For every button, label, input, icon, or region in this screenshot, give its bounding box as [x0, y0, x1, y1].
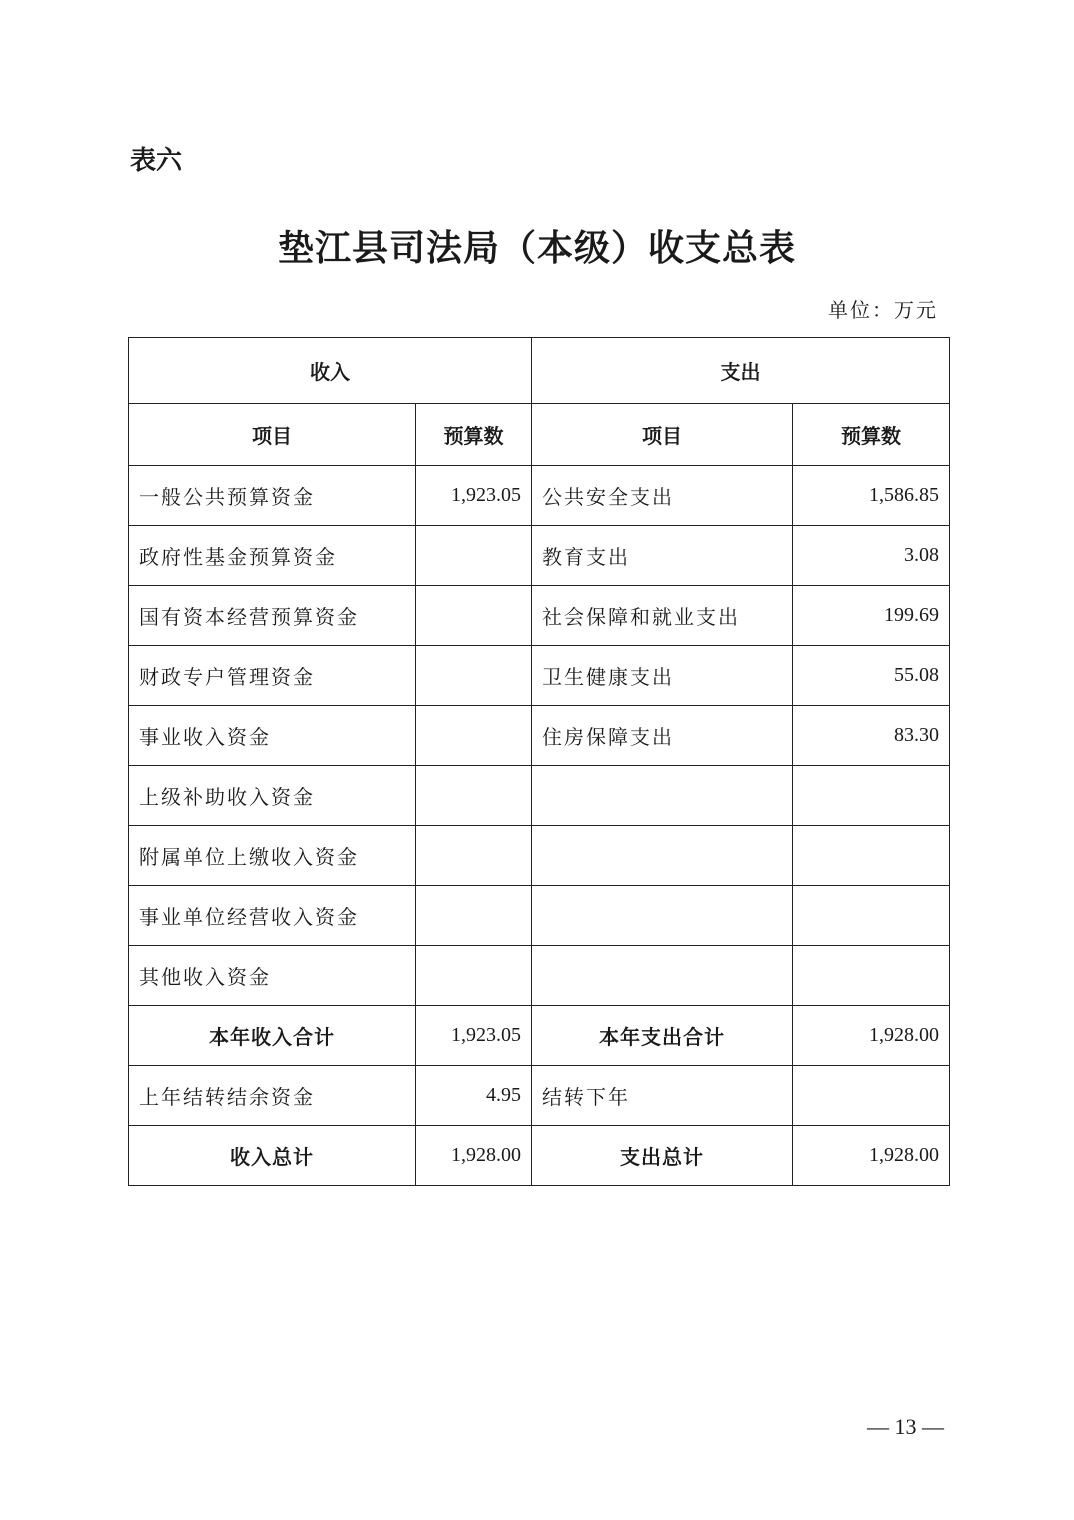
year-income-total-label: 本年收入合计 [129, 1006, 416, 1066]
table-row [129, 766, 950, 826]
income-amount [416, 586, 532, 646]
carry-in-item: 上年结转结余资金 [129, 1066, 416, 1126]
table-row [129, 526, 950, 586]
table-row [129, 586, 950, 646]
table-row [129, 886, 950, 946]
income-item: 政府性基金预算资金 [129, 526, 416, 586]
expense-item [532, 946, 793, 1006]
expense-amount [793, 766, 950, 826]
header-row-sections [129, 338, 950, 404]
expense-item: 社会保障和就业支出 [532, 586, 793, 646]
income-budget-header: 预算数 [416, 404, 532, 466]
expense-amount [793, 946, 950, 1006]
expense-amount: 83.30 [793, 706, 950, 766]
expense-budget-header: 预算数 [793, 404, 950, 466]
income-item: 上级补助收入资金 [129, 766, 416, 826]
year-expense-total-amount: 1,928.00 [793, 1006, 950, 1066]
expense-item: 卫生健康支出 [532, 646, 793, 706]
expense-item [532, 766, 793, 826]
income-header: 收入 [129, 338, 532, 404]
table-label: 表六 [130, 146, 183, 176]
income-item: 一般公共预算资金 [129, 466, 416, 526]
table-row [129, 706, 950, 766]
table-row [129, 646, 950, 706]
year-income-total-amount: 1,923.05 [416, 1006, 532, 1066]
income-amount [416, 706, 532, 766]
expense-item [532, 886, 793, 946]
income-amount [416, 826, 532, 886]
carry-out-item: 结转下年 [532, 1066, 793, 1126]
income-item-header: 项目 [129, 404, 416, 466]
income-amount [416, 886, 532, 946]
unit-label: 单位：万元 [828, 298, 938, 322]
expense-amount [793, 826, 950, 886]
document-title: 垫江县司法局（本级）收支总表 [277, 228, 796, 269]
expense-grand-total-amount: 1,928.00 [793, 1126, 950, 1186]
income-item: 附属单位上缴收入资金 [129, 826, 416, 886]
expense-amount: 55.08 [793, 646, 950, 706]
expense-amount: 199.69 [793, 586, 950, 646]
grand-total-row [129, 1126, 950, 1186]
expense-header: 支出 [532, 338, 950, 404]
expense-item [532, 826, 793, 886]
income-item: 其他收入资金 [129, 946, 416, 1006]
income-amount [416, 526, 532, 586]
expense-amount [793, 886, 950, 946]
income-grand-total-label: 收入总计 [129, 1126, 416, 1186]
expense-item: 住房保障支出 [532, 706, 793, 766]
expense-item: 教育支出 [532, 526, 793, 586]
carry-out-amount [793, 1066, 950, 1126]
year-total-row [129, 1006, 950, 1066]
income-amount: 1,923.05 [416, 466, 532, 526]
expense-item: 公共安全支出 [532, 466, 793, 526]
expense-item-header: 项目 [532, 404, 793, 466]
income-amount [416, 946, 532, 1006]
page-number: — 13 — [867, 1414, 944, 1439]
expense-grand-total-label: 支出总计 [532, 1126, 793, 1186]
expense-amount: 1,586.85 [793, 466, 950, 526]
carry-in-amount: 4.95 [416, 1066, 532, 1126]
income-item: 国有资本经营预算资金 [129, 586, 416, 646]
table-row [129, 466, 950, 526]
expense-amount: 3.08 [793, 526, 950, 586]
header-row-columns [129, 404, 950, 466]
budget-table [128, 337, 950, 1186]
carry-over-row [129, 1066, 950, 1126]
table-row [129, 826, 950, 886]
income-item: 事业单位经营收入资金 [129, 886, 416, 946]
income-amount [416, 766, 532, 826]
year-expense-total-label: 本年支出合计 [532, 1006, 793, 1066]
income-item: 财政专户管理资金 [129, 646, 416, 706]
income-item: 事业收入资金 [129, 706, 416, 766]
income-amount [416, 646, 532, 706]
table-row [129, 946, 950, 1006]
income-grand-total-amount: 1,928.00 [416, 1126, 532, 1186]
